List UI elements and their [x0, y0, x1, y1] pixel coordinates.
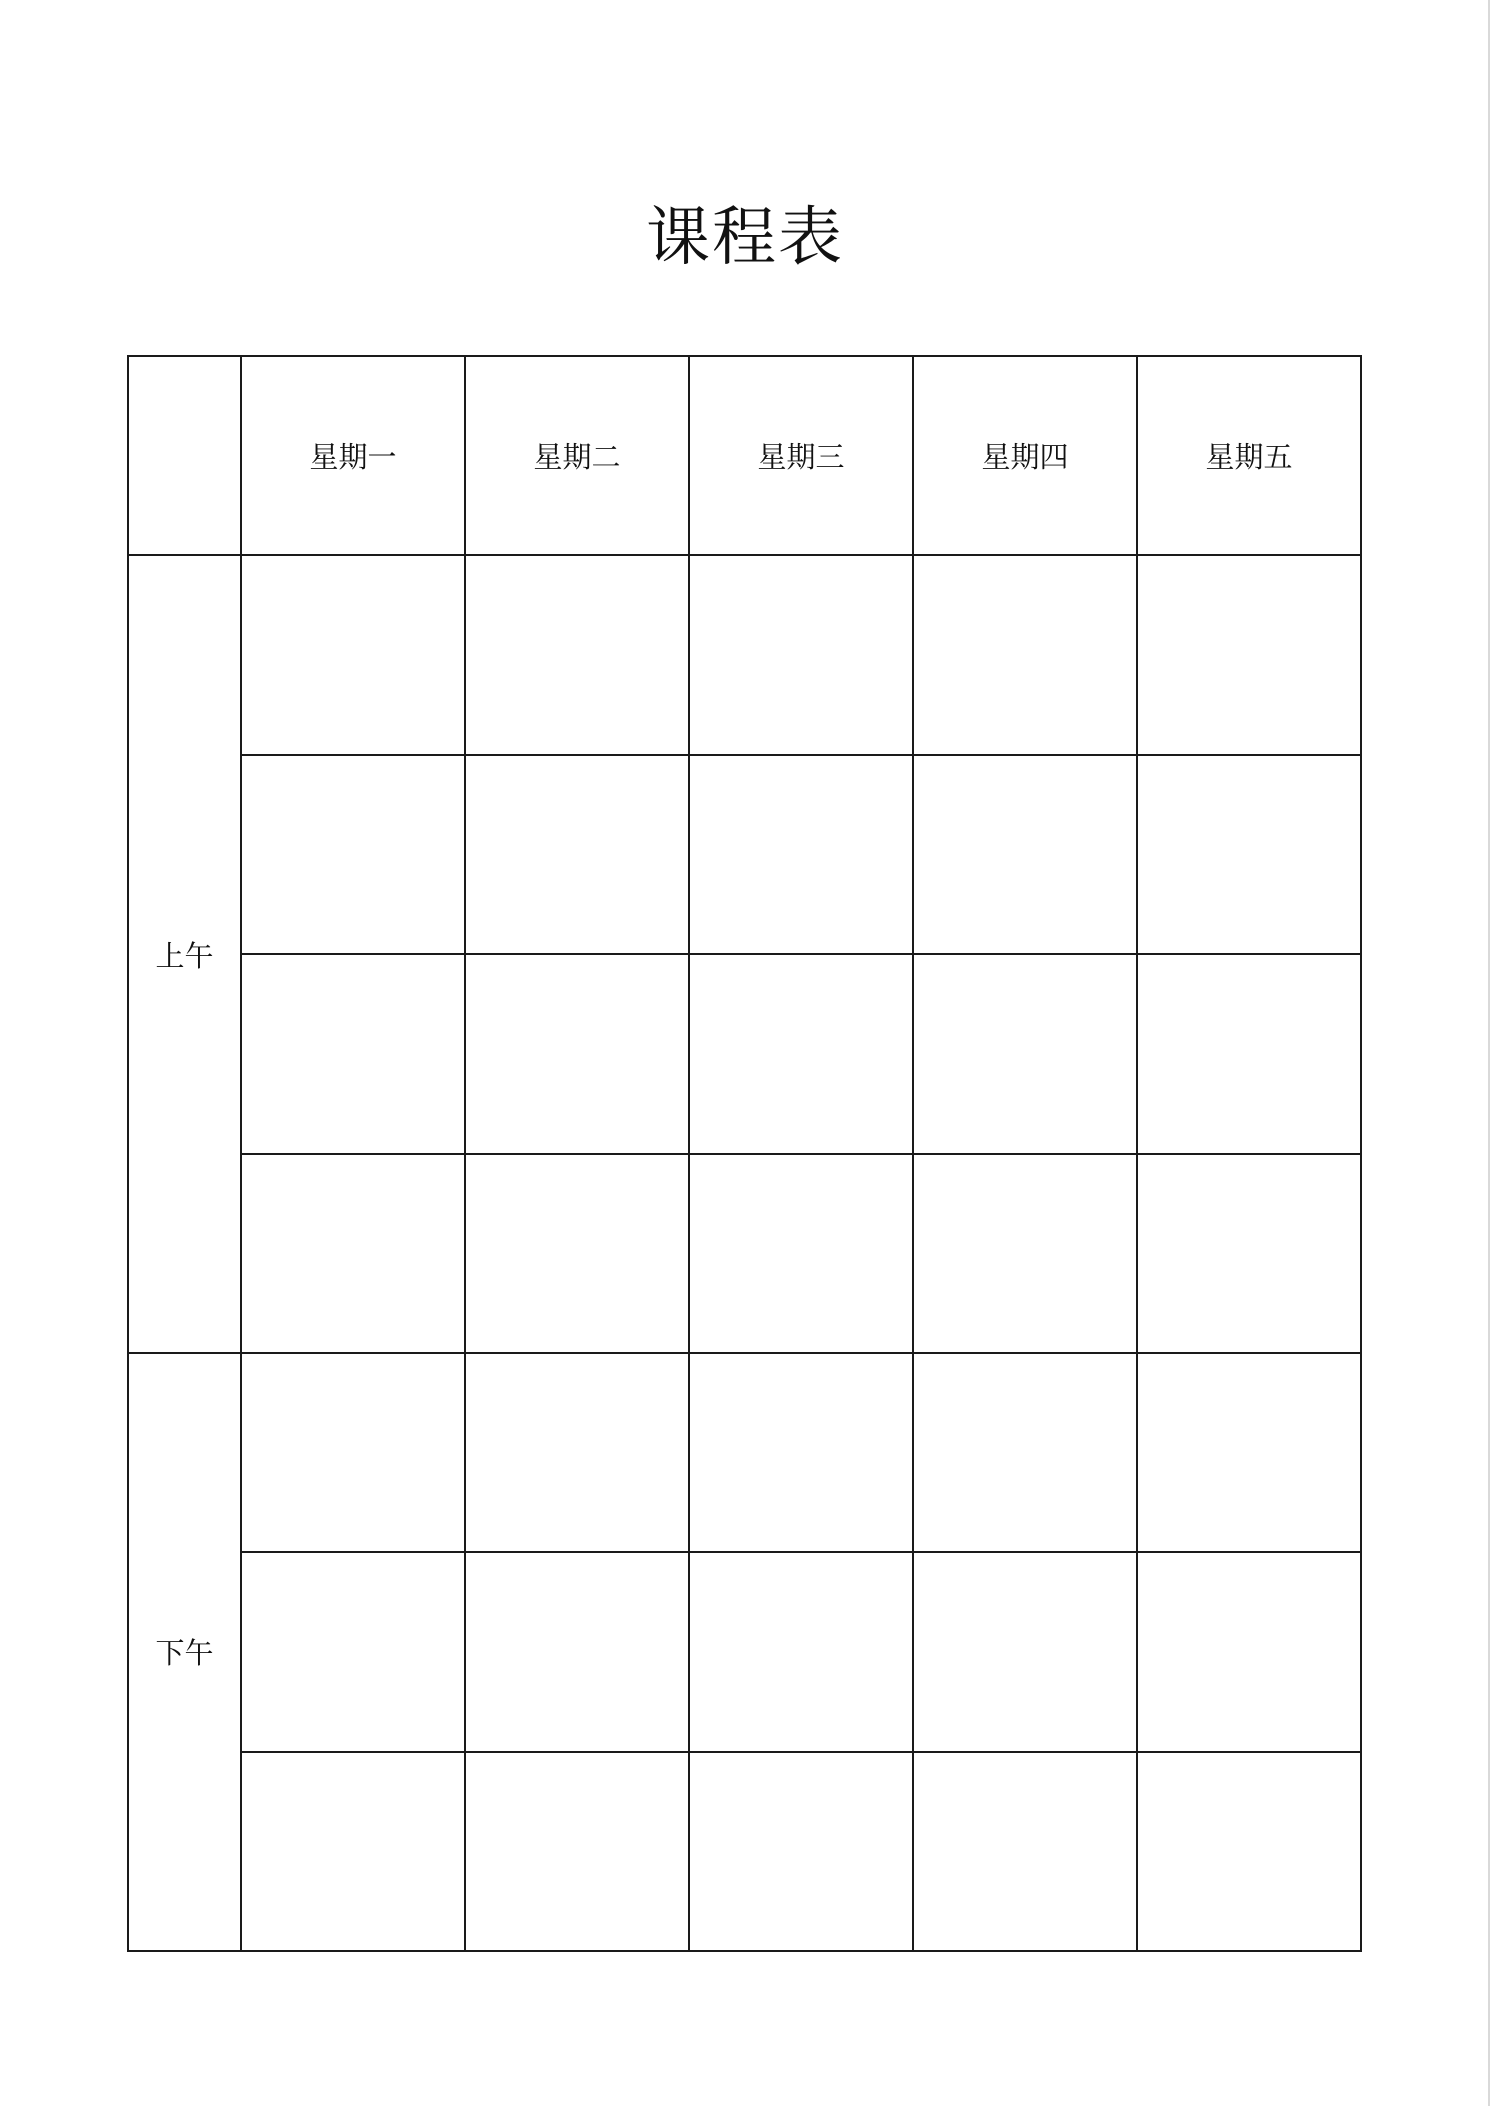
day-header-wednesday: 星期三: [689, 356, 913, 555]
schedule-cell[interactable]: [241, 954, 465, 1153]
period-label-morning: 上午: [128, 555, 241, 1353]
schedule-cell[interactable]: [241, 755, 465, 954]
schedule-cell[interactable]: [689, 1353, 913, 1552]
schedule-cell[interactable]: [689, 1552, 913, 1751]
schedule-cell[interactable]: [241, 1353, 465, 1552]
table-row: [128, 1154, 1361, 1353]
schedule-cell[interactable]: [913, 954, 1137, 1153]
table-row: [128, 954, 1361, 1153]
schedule-cell[interactable]: [913, 755, 1137, 954]
header-row: [128, 356, 1361, 555]
schedule-cell[interactable]: [241, 555, 465, 754]
schedule-cell[interactable]: [241, 1154, 465, 1353]
schedule-cell[interactable]: [1137, 954, 1361, 1153]
schedule-cell[interactable]: [689, 755, 913, 954]
schedule-cell[interactable]: [689, 1154, 913, 1353]
schedule-cell[interactable]: [913, 555, 1137, 754]
schedule-cell[interactable]: [1137, 1353, 1361, 1552]
schedule-cell[interactable]: [1137, 1154, 1361, 1353]
schedule-cell[interactable]: [689, 555, 913, 754]
period-label-afternoon: 下午: [128, 1353, 241, 1951]
schedule-cell[interactable]: [913, 1552, 1137, 1751]
schedule-cell[interactable]: [465, 555, 689, 754]
schedule-cell[interactable]: [913, 1154, 1137, 1353]
schedule-cell[interactable]: [241, 1752, 465, 1951]
schedule-cell[interactable]: [1137, 1552, 1361, 1751]
day-header-monday: 星期一: [241, 356, 465, 555]
table-row: [128, 1752, 1361, 1951]
schedule-cell[interactable]: [465, 1552, 689, 1751]
table-row: [128, 1353, 1361, 1552]
corner-cell: [128, 356, 241, 555]
schedule-cell[interactable]: [1137, 1752, 1361, 1951]
schedule-cell[interactable]: [465, 1353, 689, 1552]
schedule-cell[interactable]: [465, 954, 689, 1153]
table-row: [128, 555, 1361, 754]
schedule-cell[interactable]: [913, 1752, 1137, 1951]
page-title: 课程表: [646, 201, 844, 275]
schedule-cell[interactable]: [241, 1552, 465, 1751]
schedule-table: [127, 355, 1362, 1952]
day-header-thursday: 星期四: [913, 356, 1137, 555]
day-header-tuesday: 星期二: [465, 356, 689, 555]
schedule-cell[interactable]: [689, 1752, 913, 1951]
schedule-cell[interactable]: [1137, 755, 1361, 954]
schedule-cell[interactable]: [689, 954, 913, 1153]
schedule-cell[interactable]: [1137, 555, 1361, 754]
table-row: [128, 755, 1361, 954]
table-row: [128, 1552, 1361, 1751]
day-header-friday: 星期五: [1137, 356, 1361, 555]
schedule-cell[interactable]: [913, 1353, 1137, 1552]
schedule-cell[interactable]: [465, 755, 689, 954]
schedule-cell[interactable]: [465, 1154, 689, 1353]
schedule-cell[interactable]: [465, 1752, 689, 1951]
